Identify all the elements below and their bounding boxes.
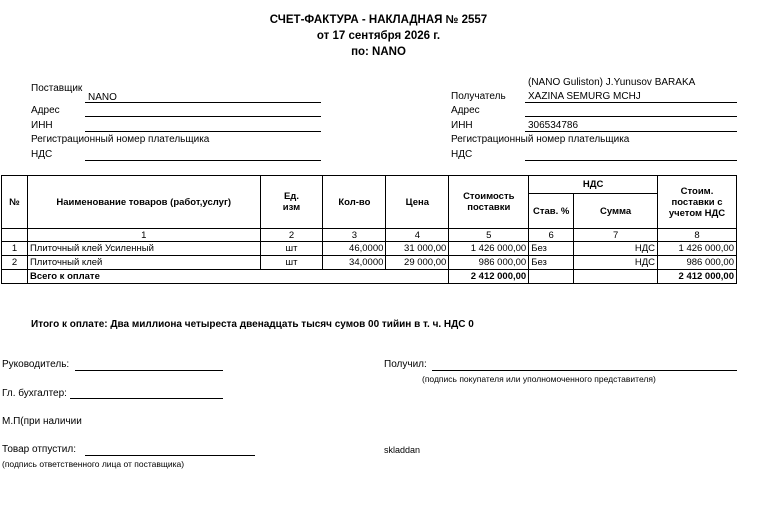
recipient-inn-label: ИНН (451, 120, 473, 131)
colnum: 8 (658, 229, 737, 242)
supplier-address-label: Адрес (31, 105, 60, 116)
supplier-underline (85, 102, 321, 103)
row-cost: 986 000,00 (449, 256, 529, 270)
document-title: СЧЕТ-ФАКТУРА - НАКЛАДНАЯ № 2557 (269, 14, 488, 26)
row-nds-rate: Без (529, 242, 574, 256)
row-total: 986 000,00 (658, 256, 737, 270)
document-date: от 17 сентября 2026 г. (316, 30, 441, 42)
supplier-reg-label: Регистрационный номер плательщика (31, 134, 210, 145)
total-blank (2, 270, 28, 284)
recipient-inn-value: 306534786 (528, 120, 579, 131)
row-qty: 34,0000 (323, 256, 386, 270)
row-unit: шт (260, 256, 323, 270)
released-note: (подпись ответственного лица от поставщика) (2, 459, 185, 469)
accountant-label: Гл. бухгалтер: (2, 388, 67, 399)
total-blank (574, 270, 658, 284)
invoice-table (1, 175, 737, 284)
supplier-inn-label: ИНН (31, 120, 53, 131)
supplier-nds-underline (85, 160, 321, 161)
summary-text: Итого к оплате: Два миллиона четыреста двенадцать тысяч сумов 00 тийин в т. ч. НДС 0 (31, 319, 474, 330)
row-nds-sum: НДС (574, 242, 658, 256)
row-num: 1 (2, 242, 28, 256)
colnum: 5 (449, 229, 529, 242)
recipient-address-label: Адрес (451, 105, 480, 116)
row-total: 1 426 000,00 (658, 242, 737, 256)
director-signature-line (75, 370, 223, 371)
recipient-nds-underline (525, 160, 737, 161)
table-header-row (2, 176, 737, 194)
recipient-inn-underline (525, 131, 737, 132)
recipient-label: Получатель (451, 91, 506, 102)
table-row (2, 242, 737, 256)
received-note: (подпись покупателя или уполномоченного представителя) (422, 374, 656, 384)
supplier-address-underline (85, 116, 321, 117)
recipient-value-line1: (NANO Guliston) J.Yunusov BARAKA (528, 77, 696, 88)
total-cost: 2 412 000,00 (449, 270, 529, 284)
colnum-blank (2, 229, 28, 242)
colnum: 3 (323, 229, 386, 242)
received-label: Получил: (384, 359, 427, 370)
stamp-label: М.П(при наличии (2, 416, 82, 427)
colnum: 7 (574, 229, 658, 242)
row-qty: 46,0000 (323, 242, 386, 256)
supplier-label: Поставщик (31, 83, 83, 94)
recipient-underline (525, 102, 737, 103)
row-price: 29 000,00 (386, 256, 449, 270)
row-num: 2 (2, 256, 28, 270)
recipient-nds-label: НДС (451, 149, 473, 160)
row-price: 31 000,00 (386, 242, 449, 256)
skladdan-text: skladdan (384, 445, 421, 455)
row-name: Плиточный клей Усиленный (27, 242, 260, 256)
recipient-reg-label: Регистрационный номер плательщика (451, 134, 630, 145)
row-cost: 1 426 000,00 (449, 242, 529, 256)
received-signature-line (432, 370, 737, 371)
supplier-inn-underline (85, 131, 321, 132)
colnum: 6 (529, 229, 574, 242)
colnum: 1 (27, 229, 260, 242)
released-signature-line (85, 455, 255, 456)
header-total: Стоим. поставки с учетом НДС (658, 176, 737, 229)
recipient-address-underline (525, 116, 737, 117)
table-total-row (2, 270, 737, 284)
accountant-signature-line (70, 398, 223, 399)
recipient-value-line2: XAZINA SEMURG MCHJ (528, 91, 641, 102)
header-nds-rate: Став. % (529, 194, 574, 229)
header-price: Цена (386, 176, 449, 229)
header-cost: Стоимость поставки (449, 176, 529, 229)
table-colnum-row (2, 229, 737, 242)
colnum: 4 (386, 229, 449, 242)
header-name: Наименование товаров (работ,услуг) (27, 176, 260, 229)
header-num: № (2, 176, 28, 229)
released-label: Товар отпустил: (2, 444, 76, 455)
row-nds-sum: НДС (574, 256, 658, 270)
row-unit: шт (260, 242, 323, 256)
header-nds-sum: Сумма (574, 194, 658, 229)
row-name: Плиточный клей (27, 256, 260, 270)
row-nds-rate: Без (529, 256, 574, 270)
total-blank (529, 270, 574, 284)
colnum: 2 (260, 229, 323, 242)
header-nds: НДС (529, 176, 658, 194)
header-unit: Ед. изм (260, 176, 323, 229)
total-label: Всего к оплате (27, 270, 448, 284)
total-amount: 2 412 000,00 (658, 270, 737, 284)
director-label: Руководитель: (2, 359, 70, 370)
header-qty: Кол-во (323, 176, 386, 229)
supplier-value: NANO (88, 92, 117, 103)
document-po: по: NANO (351, 46, 406, 58)
supplier-nds-label: НДС (31, 149, 53, 160)
table-row (2, 256, 737, 270)
